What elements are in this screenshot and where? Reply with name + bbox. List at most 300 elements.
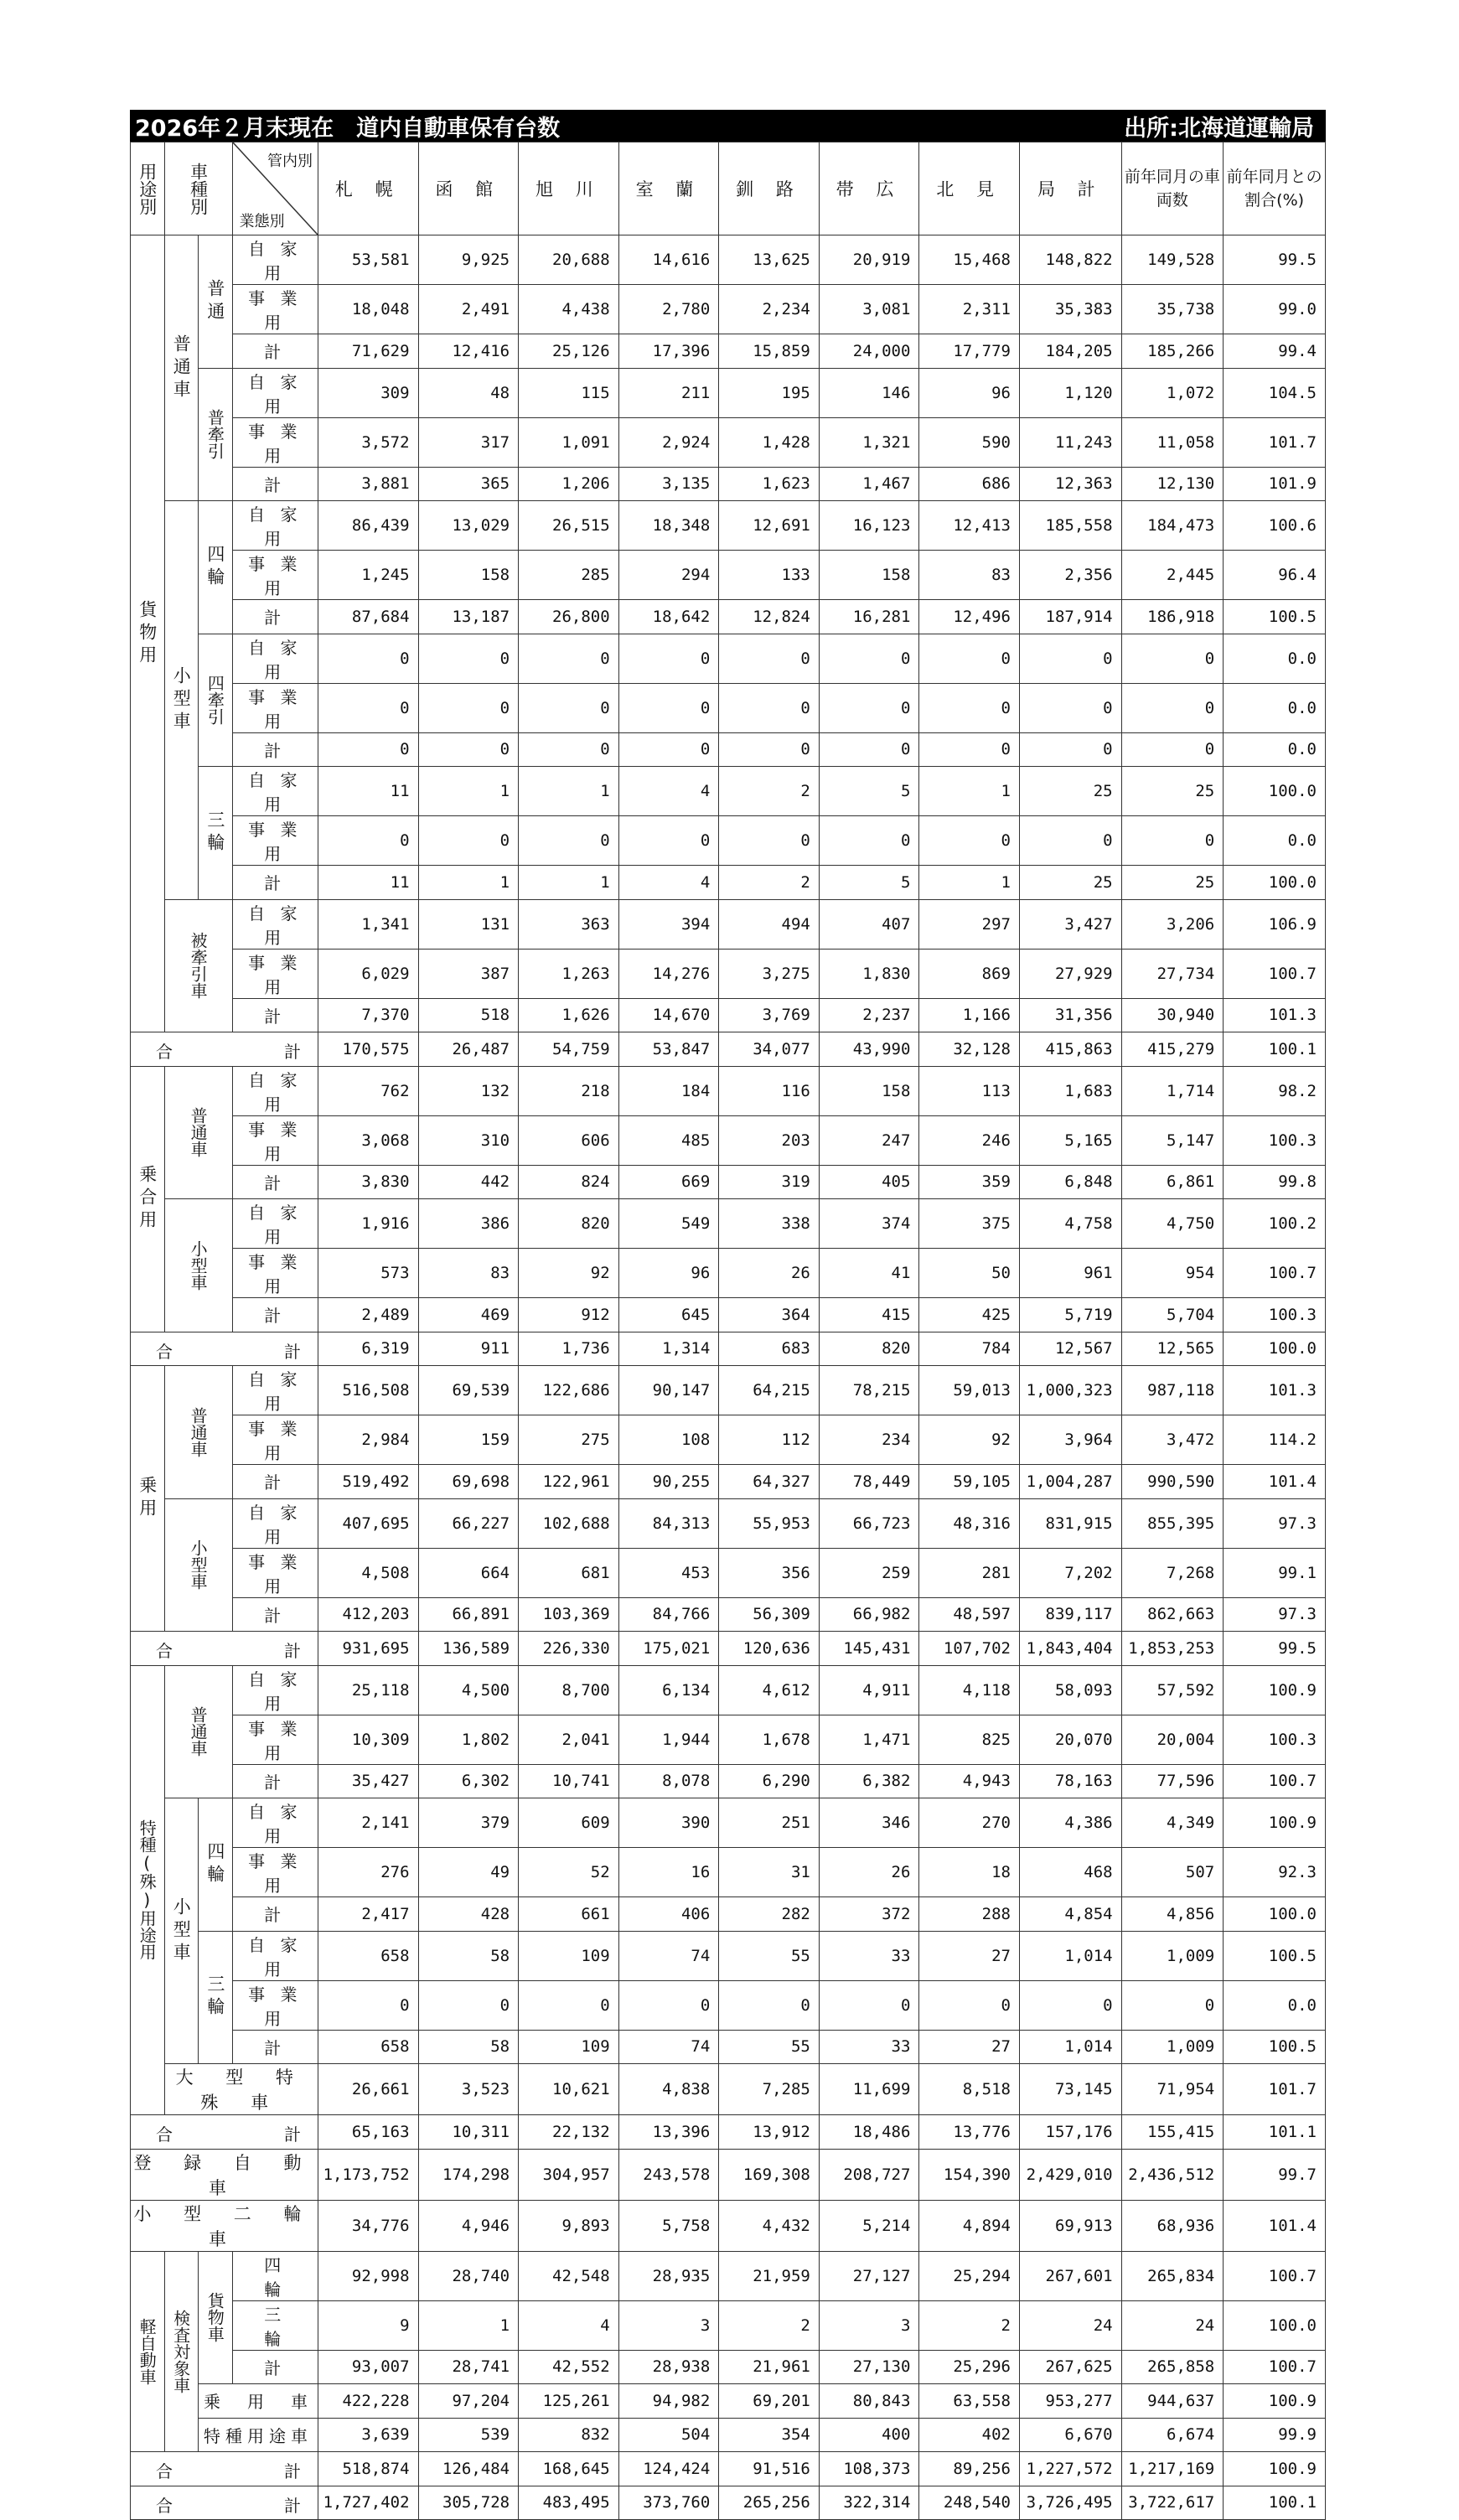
table-row [131,2200,1326,2251]
cell-20-7: 5,165 [1020,1115,1122,1165]
cell-50-9: 99.9 [1224,2418,1326,2452]
cell-3-0: 309 [318,368,418,417]
row-label-ogata_tokushu: 大 型 特 殊 車 [164,2064,318,2115]
cell-39-0: 658 [318,1931,418,1980]
row-label-kei: 計 [232,2350,318,2384]
cell-25-1: 911 [418,1332,519,1366]
cell-16-5: 1,830 [819,949,919,998]
row-label-kei: 計 [232,732,318,767]
cell-23-8: 954 [1121,1249,1224,1298]
row-label-kei: 計 [232,1298,318,1332]
row-label-jika: 自 家 用 [232,368,318,417]
cell-9-9: 0.0 [1224,634,1326,683]
cell-21-2: 824 [519,1165,619,1199]
cell-31-3: 84,766 [618,1597,719,1632]
cell-37-4: 31 [719,1848,820,1897]
cell-0-3: 14,616 [618,235,719,285]
cell-43-9: 101.1 [1224,2115,1326,2150]
header-region-6: 北 見 [919,142,1020,235]
cell-5-7: 12,363 [1020,467,1122,501]
cell-17-1: 518 [418,998,519,1032]
cell-14-3: 4 [618,866,719,900]
row-label-jika: 自 家 用 [232,501,318,551]
table-row [131,467,1326,501]
cell-27-2: 275 [519,1415,619,1465]
row-label-jika: 自 家 用 [232,1199,318,1249]
cell-49-1: 97,204 [418,2384,519,2419]
table-row [131,1897,1326,1932]
row-label-jigyo: 事 業 用 [232,1249,318,1298]
table-row [131,1249,1326,1298]
table-row [131,1199,1326,1249]
row-label-jika: 自 家 用 [232,899,318,949]
cell-13-3: 0 [618,816,719,866]
cell-22-4: 338 [719,1199,820,1249]
cell-8-7: 187,914 [1020,600,1122,634]
cell-3-3: 211 [618,368,719,417]
table-row [131,1665,1326,1715]
cell-22-1: 386 [418,1199,519,1249]
header-diagonal [232,142,318,235]
cell-25-6: 784 [919,1332,1020,1366]
cell-40-9: 0.0 [1224,1980,1326,2030]
row-label-fukenin: 普牽引 [199,368,233,501]
table-row [131,1465,1326,1499]
cell-43-8: 155,415 [1121,2115,1224,2150]
cell-41-5: 33 [819,2030,919,2064]
cell-21-3: 669 [618,1165,719,1199]
total-label [131,1032,318,1067]
cell-24-4: 364 [719,1298,820,1332]
cell-21-9: 99.8 [1224,1165,1326,1199]
table-row [131,1764,1326,1798]
cell-41-9: 100.5 [1224,2030,1326,2064]
cell-8-9: 100.5 [1224,600,1326,634]
cell-45-4: 4,432 [719,2200,820,2251]
row-label-futsu: 普通 [199,235,233,369]
cell-51-9: 100.9 [1224,2452,1326,2486]
cell-7-9: 96.4 [1224,551,1326,600]
cell-47-5: 3 [819,2300,919,2350]
page-title: 2026年２月末現在 道内自動車保有台数 [135,115,561,142]
cell-19-7: 1,683 [1020,1066,1122,1115]
cell-49-2: 125,261 [519,2384,619,2419]
cell-50-7: 6,670 [1020,2418,1122,2452]
cell-8-2: 26,800 [519,600,619,634]
cell-12-7: 25 [1020,767,1122,816]
cell-25-7: 12,567 [1020,1332,1122,1366]
cell-23-9: 100.7 [1224,1249,1326,1298]
cell-2-0: 71,629 [318,334,418,369]
cell-49-6: 63,558 [919,2384,1020,2419]
table-row [131,1715,1326,1764]
cell-4-8: 11,058 [1121,417,1224,467]
cell-20-5: 247 [819,1115,919,1165]
cell-46-4: 21,959 [719,2251,820,2300]
row-label-kei: 計 [232,866,318,900]
cell-40-1: 0 [418,1980,519,2030]
cell-0-7: 148,822 [1020,235,1122,285]
cell-15-6: 297 [919,899,1020,949]
header-region-1: 函 館 [418,142,519,235]
cell-4-7: 11,243 [1020,417,1122,467]
row-label-kei: 計 [232,2030,318,2064]
cell-51-3: 124,424 [618,2452,719,2486]
cell-35-8: 77,596 [1121,1764,1224,1798]
cell-35-7: 78,163 [1020,1764,1122,1798]
cell-3-9: 104.5 [1224,368,1326,417]
cell-51-2: 168,645 [519,2452,619,2486]
cell-49-5: 80,843 [819,2384,919,2419]
cell-40-7: 0 [1020,1980,1122,2030]
cell-24-9: 100.3 [1224,1298,1326,1332]
cell-12-0: 11 [318,767,418,816]
cell-8-4: 12,824 [719,600,820,634]
cell-10-0: 0 [318,683,418,732]
cell-44-4: 169,308 [719,2149,820,2200]
cell-18-6: 32,128 [919,1032,1020,1067]
cell-16-3: 14,276 [618,949,719,998]
cell-3-5: 146 [819,368,919,417]
cell-35-0: 35,427 [318,1764,418,1798]
cell-23-2: 92 [519,1249,619,1298]
cell-0-6: 15,468 [919,235,1020,285]
cell-5-3: 3,135 [618,467,719,501]
cell-8-8: 186,918 [1121,600,1224,634]
cell-48-8: 265,858 [1121,2350,1224,2384]
cell-38-2: 661 [519,1897,619,1932]
cell-52-6: 248,540 [919,2486,1020,2520]
cell-10-4: 0 [719,683,820,732]
cell-21-7: 6,848 [1020,1165,1122,1199]
row-label-jigyo: 事 業 用 [232,551,318,600]
cell-11-5: 0 [819,732,919,767]
cell-24-8: 5,704 [1121,1298,1224,1332]
cell-15-3: 394 [618,899,719,949]
cell-34-9: 100.3 [1224,1715,1326,1764]
row-label-sanrin: 三輪 [199,767,233,900]
cell-5-8: 12,130 [1121,467,1224,501]
cell-17-4: 3,769 [719,998,820,1032]
cell-36-6: 270 [919,1798,1020,1848]
row-label-kogata_sha: 小型車 [164,501,199,900]
cell-12-9: 100.0 [1224,767,1326,816]
cell-39-8: 1,009 [1121,1931,1224,1980]
cell-50-8: 6,674 [1121,2418,1224,2452]
header-row [131,142,1326,235]
header-region-2: 旭 川 [519,142,619,235]
cell-38-7: 4,854 [1020,1897,1122,1932]
cell-9-4: 0 [719,634,820,683]
cell-38-9: 100.0 [1224,1897,1326,1932]
cell-36-9: 100.9 [1224,1798,1326,1848]
cell-45-7: 69,913 [1020,2200,1122,2251]
cell-41-8: 1,009 [1121,2030,1224,2064]
cell-18-9: 100.1 [1224,1032,1326,1067]
cell-15-2: 363 [519,899,619,949]
cell-11-9: 0.0 [1224,732,1326,767]
cell-10-9: 0.0 [1224,683,1326,732]
cell-41-1: 58 [418,2030,519,2064]
row-label-tokushu_yoto: 特種用途車 [199,2418,318,2452]
cell-31-1: 66,891 [418,1597,519,1632]
cell-19-5: 158 [819,1066,919,1115]
cell-39-1: 58 [418,1931,519,1980]
cell-43-1: 10,311 [418,2115,519,2150]
table-row [131,600,1326,634]
cell-27-0: 2,984 [318,1415,418,1465]
cell-48-5: 27,130 [819,2350,919,2384]
cell-36-0: 2,141 [318,1798,418,1848]
cell-50-6: 402 [919,2418,1020,2452]
total-label [131,1332,318,1366]
cell-2-1: 12,416 [418,334,519,369]
cell-29-1: 66,227 [418,1498,519,1548]
cell-33-0: 25,118 [318,1665,418,1715]
cell-46-8: 265,834 [1121,2251,1224,2300]
cell-5-1: 365 [418,467,519,501]
cell-45-2: 9,893 [519,2200,619,2251]
cell-19-4: 116 [719,1066,820,1115]
cell-35-2: 10,741 [519,1764,619,1798]
cell-49-8: 944,637 [1121,2384,1224,2419]
cell-34-4: 1,678 [719,1715,820,1764]
cell-21-5: 405 [819,1165,919,1199]
cell-48-4: 21,961 [719,2350,820,2384]
cell-6-4: 12,691 [719,501,820,551]
cell-0-4: 13,625 [719,235,820,285]
cell-45-9: 101.4 [1224,2200,1326,2251]
cell-17-0: 7,370 [318,998,418,1032]
cell-1-8: 35,738 [1121,285,1224,334]
cell-25-8: 12,565 [1121,1332,1224,1366]
row-label-joyo: 乗用 [131,1366,165,1632]
cell-11-0: 0 [318,732,418,767]
cell-32-6: 107,702 [919,1632,1020,1666]
cell-36-8: 4,349 [1121,1798,1224,1848]
cell-45-8: 68,936 [1121,2200,1224,2251]
cell-42-9: 101.7 [1224,2064,1326,2115]
row-label-jika: 自 家 用 [232,1798,318,1848]
cell-49-7: 953,277 [1020,2384,1122,2419]
header-region-0: 札 幌 [318,142,418,235]
cell-15-5: 407 [819,899,919,949]
cell-36-4: 251 [719,1798,820,1848]
cell-2-5: 24,000 [819,334,919,369]
cell-52-8: 3,722,617 [1121,2486,1224,2520]
cell-48-9: 100.7 [1224,2350,1326,2384]
cell-20-8: 5,147 [1121,1115,1224,1165]
cell-2-4: 15,859 [719,334,820,369]
cell-41-7: 1,014 [1020,2030,1122,2064]
cell-15-1: 131 [418,899,519,949]
cell-39-3: 74 [618,1931,719,1980]
cell-2-9: 99.4 [1224,334,1326,369]
row-label-kogata_sha2: 小型車 [164,1199,232,1332]
cell-37-0: 276 [318,1848,418,1897]
row-label-jigyo: 事 業 用 [232,949,318,998]
cell-48-3: 28,938 [618,2350,719,2384]
cell-16-0: 6,029 [318,949,418,998]
cell-43-7: 157,176 [1020,2115,1122,2150]
cell-29-8: 855,395 [1121,1498,1224,1548]
cell-8-1: 13,187 [418,600,519,634]
table-row [131,1032,1326,1067]
cell-30-3: 453 [618,1548,719,1597]
cell-21-8: 6,861 [1121,1165,1224,1199]
row-label-toroku: 登 録 自 動 車 [131,2149,318,2200]
cell-46-5: 27,127 [819,2251,919,2300]
cell-40-6: 0 [919,1980,1020,2030]
table-row [131,1415,1326,1465]
cell-34-2: 2,041 [519,1715,619,1764]
cell-1-0: 18,048 [318,285,418,334]
cell-1-2: 4,438 [519,285,619,334]
cell-47-3: 3 [618,2300,719,2350]
cell-39-5: 33 [819,1931,919,1980]
table-row [131,998,1326,1032]
row-label-kei: 計 [232,1465,318,1499]
cell-25-0: 6,319 [318,1332,418,1366]
cell-10-8: 0 [1121,683,1224,732]
cell-30-8: 7,268 [1121,1548,1224,1597]
row-label-yonkenin: 四牽引 [199,634,233,767]
cell-0-5: 20,919 [819,235,919,285]
cell-32-7: 1,843,404 [1020,1632,1122,1666]
cell-16-1: 387 [418,949,519,998]
cell-52-5: 322,314 [819,2486,919,2520]
cell-27-6: 92 [919,1415,1020,1465]
row-label-jigyo: 事 業 用 [232,1848,318,1897]
cell-47-1: 1 [418,2300,519,2350]
row-label-jigyo: 事 業 用 [232,1115,318,1165]
cell-30-2: 681 [519,1548,619,1597]
cell-30-6: 281 [919,1548,1020,1597]
cell-46-9: 100.7 [1224,2251,1326,2300]
cell-5-6: 686 [919,467,1020,501]
cell-0-2: 20,688 [519,235,619,285]
cell-22-8: 4,750 [1121,1199,1224,1249]
table-row [131,2251,1326,2300]
cell-19-9: 98.2 [1224,1066,1326,1115]
cell-26-5: 78,215 [819,1366,919,1415]
cell-39-7: 1,014 [1020,1931,1122,1980]
row-label-hikenin: 被牽引車 [164,899,232,1032]
cell-13-4: 0 [719,816,820,866]
cell-26-0: 516,508 [318,1366,418,1415]
cell-32-5: 145,431 [819,1632,919,1666]
cell-43-4: 13,912 [719,2115,820,2150]
cell-50-5: 400 [819,2418,919,2452]
cell-43-3: 13,396 [618,2115,719,2150]
row-label-futsu_sha: 普通車 [164,235,199,501]
cell-47-8: 24 [1121,2300,1224,2350]
cell-14-7: 25 [1020,866,1122,900]
cell-34-5: 1,471 [819,1715,919,1764]
cell-14-2: 1 [519,866,619,900]
table-row [131,2149,1326,2200]
cell-27-8: 3,472 [1121,1415,1224,1465]
table-row [131,1332,1326,1366]
cell-28-0: 519,492 [318,1465,418,1499]
cell-31-4: 56,309 [719,1597,820,1632]
cell-9-6: 0 [919,634,1020,683]
cell-33-6: 4,118 [919,1665,1020,1715]
cell-43-0: 65,163 [318,2115,418,2150]
row-label-kogata_sha2: 小型車 [164,1498,232,1632]
cell-48-7: 267,625 [1020,2350,1122,2384]
cell-35-9: 100.7 [1224,1764,1326,1798]
cell-45-5: 5,214 [819,2200,919,2251]
cell-17-9: 101.3 [1224,998,1326,1032]
cell-4-9: 101.7 [1224,417,1326,467]
cell-52-4: 265,256 [719,2486,820,2520]
cell-24-1: 469 [418,1298,519,1332]
cell-25-3: 1,314 [618,1332,719,1366]
cell-14-0: 11 [318,866,418,900]
cell-43-5: 18,486 [819,2115,919,2150]
cell-48-1: 28,741 [418,2350,519,2384]
cell-38-3: 406 [618,1897,719,1932]
cell-44-8: 2,436,512 [1121,2149,1224,2200]
cell-16-7: 27,929 [1020,949,1122,998]
cell-31-0: 412,203 [318,1597,418,1632]
table-row [131,1931,1326,1980]
cell-26-4: 64,215 [719,1366,820,1415]
cell-12-2: 1 [519,767,619,816]
cell-7-2: 285 [519,551,619,600]
cell-20-6: 246 [919,1115,1020,1165]
cell-4-4: 1,428 [719,417,820,467]
header-region-5: 帯 広 [819,142,919,235]
row-label-jika: 自 家 用 [232,767,318,816]
cell-5-9: 101.9 [1224,467,1326,501]
total-label-b: 計 [283,1042,301,1062]
table-row [131,2300,1326,2350]
cell-29-3: 84,313 [618,1498,719,1548]
cell-52-2: 483,495 [519,2486,619,2520]
cell-32-0: 931,695 [318,1632,418,1666]
cell-47-0: 9 [318,2300,418,2350]
vehicle-table [130,142,1326,2520]
cell-36-3: 390 [618,1798,719,1848]
cell-15-7: 3,427 [1020,899,1122,949]
cell-18-4: 34,077 [719,1032,820,1067]
cell-20-9: 100.3 [1224,1115,1326,1165]
cell-21-1: 442 [418,1165,519,1199]
cell-28-4: 64,327 [719,1465,820,1499]
cell-35-4: 6,290 [719,1764,820,1798]
table-row [131,949,1326,998]
cell-26-3: 90,147 [618,1366,719,1415]
cell-46-1: 28,740 [418,2251,519,2300]
cell-13-0: 0 [318,816,418,866]
cell-42-2: 10,621 [519,2064,619,2115]
cell-29-4: 55,953 [719,1498,820,1548]
cell-14-5: 5 [819,866,919,900]
table-row [131,285,1326,334]
cell-16-4: 3,275 [719,949,820,998]
cell-24-7: 5,719 [1020,1298,1122,1332]
cell-4-0: 3,572 [318,417,418,467]
cell-34-6: 825 [919,1715,1020,1764]
cell-42-8: 71,954 [1121,2064,1224,2115]
row-label-joyo_sha: 乗 用 車 [199,2384,318,2419]
cell-47-2: 4 [519,2300,619,2350]
cell-38-0: 2,417 [318,1897,418,1932]
cell-25-2: 1,736 [519,1332,619,1366]
cell-44-5: 208,727 [819,2149,919,2200]
